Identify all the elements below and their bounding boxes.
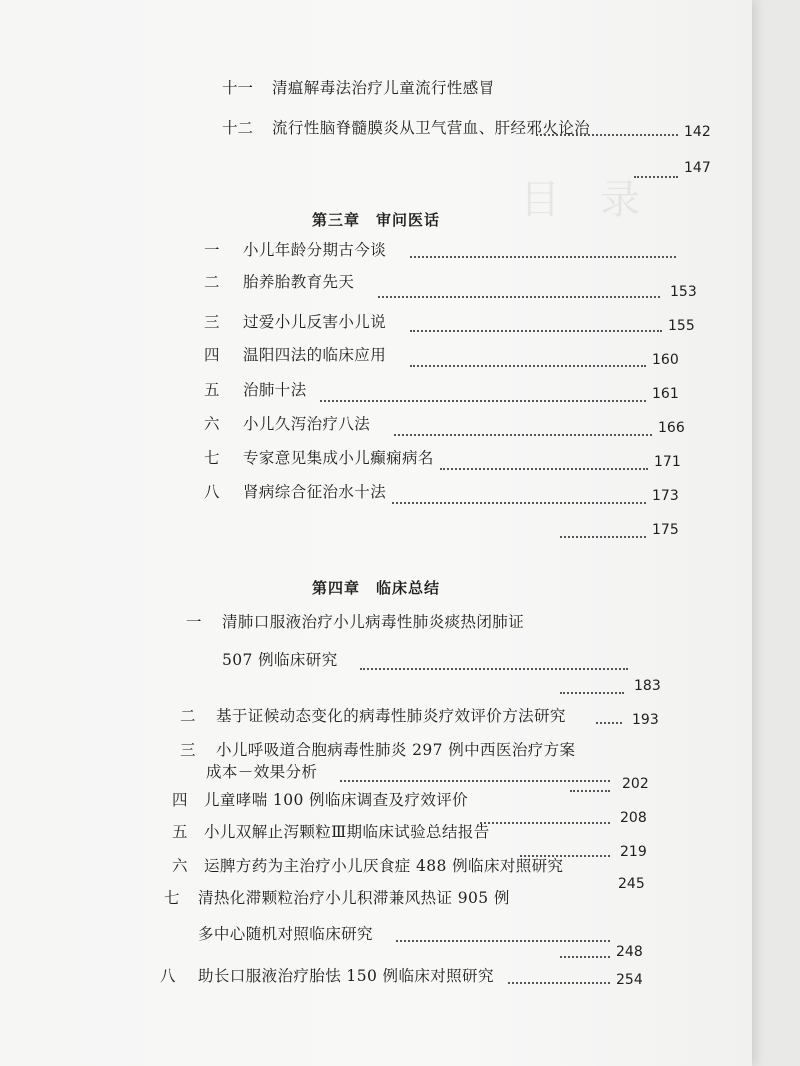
entry-title: 助长口服液治疗胎怯 150 例临床对照研究 (198, 967, 494, 985)
toc-entry[interactable] (0, 240, 752, 262)
bleed-through-text: 目 录 (520, 177, 640, 223)
page-number: 155 (668, 318, 695, 334)
entry-number: 八 (160, 967, 176, 985)
dot-leader (536, 134, 678, 136)
dot-leader (410, 256, 676, 258)
page-number: 183 (634, 678, 661, 694)
toc-entry[interactable] (0, 78, 752, 100)
dot-leader (560, 536, 646, 538)
toc-entry[interactable] (0, 118, 752, 140)
entry-title: 过爱小儿反害小儿说 (243, 313, 387, 331)
entry-title-continued: 多中心随机对照临床研究 (198, 925, 373, 943)
toc-entry[interactable] (0, 482, 752, 504)
page-number: 245 (618, 876, 645, 892)
dot-leader (320, 400, 646, 402)
entry-number: 三 (180, 741, 196, 759)
page-number: 147 (684, 160, 711, 176)
entry-number: 三 (204, 313, 220, 331)
entry-title: 基于证候动态变化的病毒性肺炎疗效评价方法研究 (216, 707, 566, 725)
entry-number: 四 (172, 791, 188, 809)
chapter-heading: 第三章 审问医话 (311, 211, 440, 229)
page-number: 161 (652, 386, 679, 402)
entry-number: 一 (186, 613, 202, 631)
entry-title: 清肺口服液治疗小儿病毒性肺炎痰热闭肺证 (222, 613, 525, 631)
page-number: 142 (684, 124, 711, 140)
toc-entry[interactable] (0, 380, 752, 402)
entry-number: 六 (204, 415, 220, 433)
toc-entry-continuation (0, 924, 752, 946)
entry-title: 温阳四法的临床应用 (243, 346, 387, 364)
entry-title: 小儿年龄分期古今谈 (243, 241, 387, 259)
entry-number: 六 (172, 857, 188, 875)
page-number: 208 (620, 810, 647, 826)
dot-leader (560, 956, 610, 958)
toc-entry[interactable] (0, 612, 752, 634)
entry-title-continued: 成本－效果分析 (206, 763, 318, 781)
page-number: 248 (616, 944, 643, 960)
dot-leader (596, 722, 622, 724)
page-number: 153 (670, 284, 697, 300)
page-number: 219 (620, 844, 647, 860)
entry-title: 肾病综合征治水十法 (243, 483, 387, 501)
entry-title: 治肺十法 (243, 381, 307, 399)
toc-entry[interactable] (0, 856, 752, 878)
entry-title: 小儿双解止泻颗粒Ⅲ期临床试验总结报告 (204, 823, 490, 841)
entry-title: 清瘟解毒法治疗儿童流行性感冒 (272, 79, 495, 97)
entry-title: 清热化滞颗粒治疗小儿积滞兼风热证 905 例 (198, 889, 510, 907)
dot-leader (394, 434, 652, 436)
entry-number: 七 (164, 889, 180, 907)
dot-leader (508, 982, 610, 984)
entry-number: 十一 (222, 79, 254, 97)
page-number: 160 (652, 352, 679, 368)
dot-leader (410, 330, 662, 332)
entry-number: 五 (204, 381, 220, 399)
dot-leader (340, 780, 610, 782)
entry-title: 运脾方药为主治疗小儿厌食症 488 例临床对照研究 (204, 857, 564, 875)
entry-title: 流行性脑脊髓膜炎从卫气营血、肝经邪火论治 (272, 119, 591, 137)
entry-number: 十二 (222, 119, 254, 137)
page-number: 171 (654, 454, 681, 470)
chapter-heading: 第四章 临床总结 (311, 579, 440, 597)
entry-number: 二 (180, 707, 196, 725)
page-number: 166 (658, 420, 685, 436)
toc-entry[interactable] (0, 272, 752, 294)
toc-entry[interactable] (0, 740, 752, 762)
dot-leader (396, 940, 610, 942)
page-number: 173 (652, 488, 679, 504)
page-number: 175 (652, 522, 679, 538)
entry-number: 四 (204, 346, 220, 364)
entry-number: 五 (172, 823, 188, 841)
entry-title: 胎养胎教育先天 (243, 273, 355, 291)
entry-title-continued: 507 例临床研究 (222, 651, 338, 669)
toc-entry[interactable] (0, 414, 752, 436)
dot-leader (378, 296, 660, 298)
dot-leader (440, 468, 648, 470)
toc-entry[interactable] (0, 822, 752, 844)
toc-entry[interactable] (0, 448, 752, 470)
entry-number: 二 (204, 273, 220, 291)
entry-title: 小儿呼吸道合胞病毒性肺炎 297 例中西医治疗方案 (216, 741, 576, 759)
entry-title: 专家意见集成小儿癫痫病名 (243, 449, 434, 467)
entry-title: 小儿久泻治疗八法 (243, 415, 371, 433)
dot-leader (392, 502, 646, 504)
entry-number: 七 (204, 449, 220, 467)
entry-number: 一 (204, 241, 220, 259)
toc-entry[interactable] (0, 345, 752, 367)
dot-leader (634, 176, 678, 178)
dot-leader (360, 668, 628, 670)
page-number: 202 (622, 776, 649, 792)
page-number: 193 (632, 712, 659, 728)
toc-entry[interactable] (0, 888, 752, 910)
toc-entry[interactable] (0, 790, 752, 812)
entry-number: 八 (204, 483, 220, 501)
dot-leader (560, 692, 624, 694)
entry-title: 儿童哮喘 100 例临床调查及疗效评价 (204, 791, 469, 809)
dot-leader (410, 365, 646, 367)
page-number: 254 (616, 972, 643, 988)
